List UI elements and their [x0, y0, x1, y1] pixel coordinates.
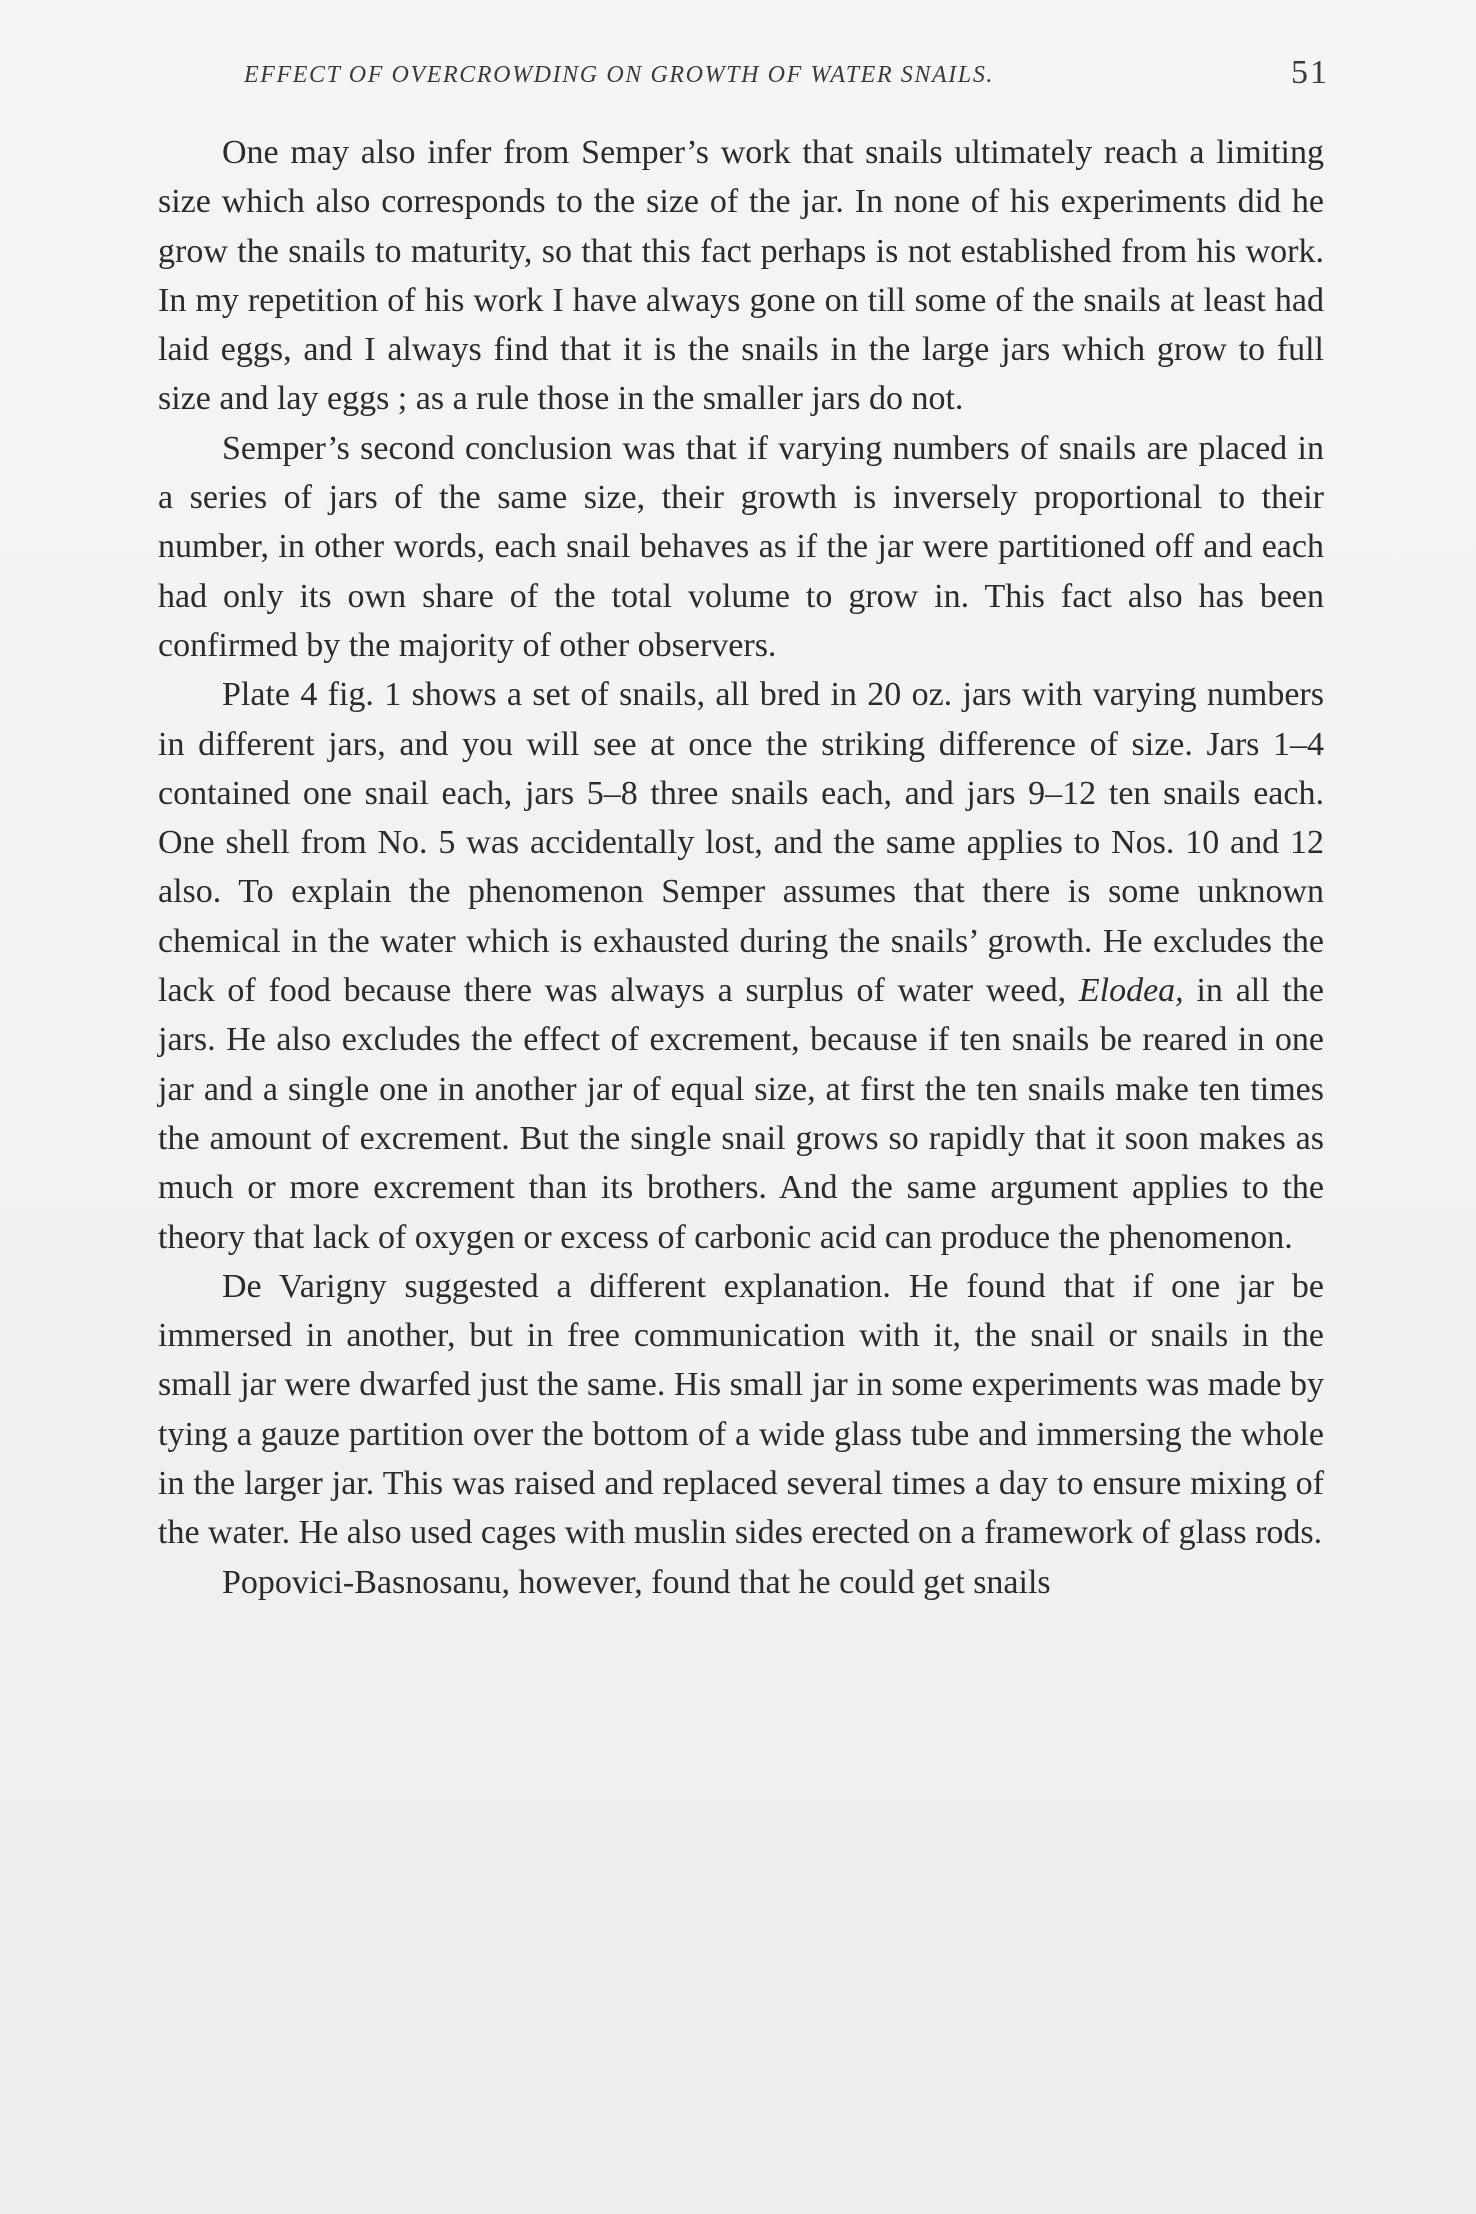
paragraph-4: De Varigny suggested a different explanation. He found that if one jar be immersed in another, but in free communication with it, the snail or snails in the small jar were dwarfed just the same. His small jar in some experiments was made by tying a gauze partition over the bottom of a wide glass tube and immersing the whole in the larger jar. This was raised and replaced several times a day to ensure mixing of the water. He also used cages with muslin sides erected on a framework of glass rods.	[158, 1267, 1324, 1552]
running-head	[244, 52, 1329, 102]
paragraph-1: One may also infer from Semper’s work that snails ultimately reach a limiting size which also corresponds to the size of the jar. In none of his experiments did he grow the snails to maturity, so that this fact perhaps is not established from his work. In my repetition of his work I have always gone on till some of the snails at least had laid eggs, and I always find that it is the snails in the large jars which grow to full size and lay eggs ; as a rule those in the smaller jars do not.	[158, 134, 1324, 418]
paragraph-3	[158, 670, 1324, 1262]
paragraph-3-part-2: in all the jars. He also excludes the effect of excrement, because if ten snails be reared in one jar and a single one in another jar of equal size, at first the ten snails make ten times the amount of excrement. But the single snail grows so rapidly that it soon makes as much or more excrement than its brothers. And the same argument applies to the theory that lack of oxygen or excess of carbonic acid can produce the phenomenon.	[158, 972, 1324, 1256]
running-title: EFFECT OF OVERCROWDING ON GROWTH OF WATER SNAILS.	[244, 62, 995, 88]
italic-term-elodea: Elodea,	[1078, 972, 1184, 1010]
paragraph-2: Semper’s second conclusion was that if varying numbers of snails are placed in a series of jars of the same size, their growth is inversely proportional to their number, in other words, each snail behaves as if the jar were partitioned off and each had only its own share of the total volume to grow in. This fact also has been confirmed by the majority of other observers.	[158, 429, 1324, 664]
paragraph-3-part-1: Plate 4 fig. 1 shows a set of snails, all bred in 20 oz. jars with varying numbers in different jars, and you will see at once the striking difference of size. Jars 1–4 contained one snail each, jars 5–8 three snails each, and jars 9–12 ten snails each. One shell from No. 5 was accidentally lost, and the same applies to Nos. 10 and 12 also. To explain the phenomenon Semper assumes that there is some unknown chemical in the water which is exhausted during the snails’ growth. He excludes the lack of food because there was always a surplus of water weed,	[158, 676, 1324, 1010]
paragraph-5: Popovici-Basnosanu, however, found that he could get snails	[222, 1563, 1051, 1601]
body-text	[158, 128, 1324, 1607]
page-number: 51	[1291, 54, 1329, 91]
